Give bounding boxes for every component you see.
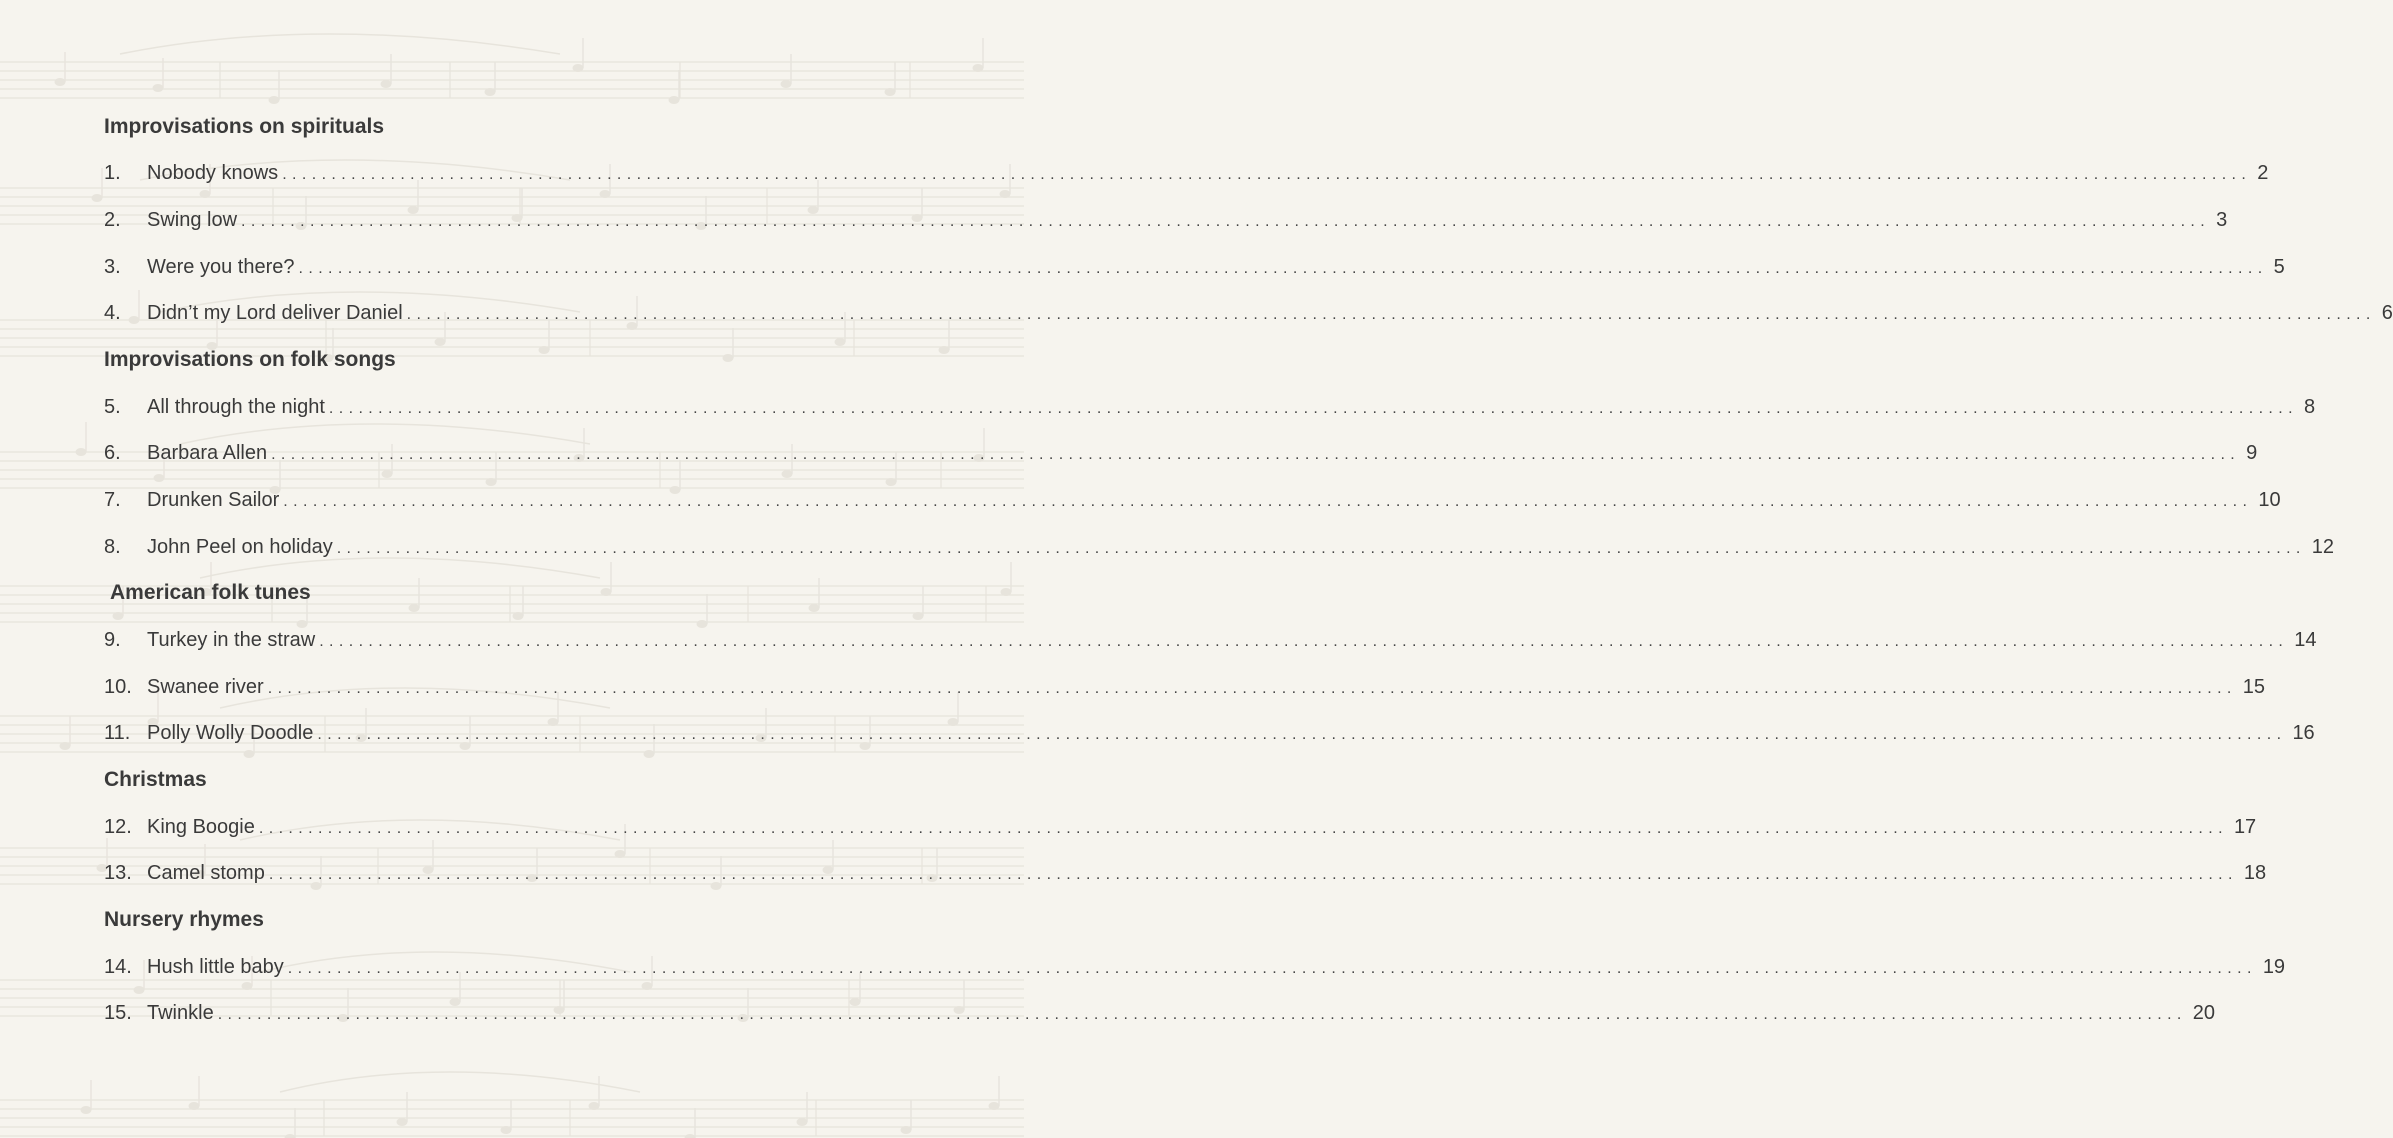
toc-entry: [104, 160, 2269, 186]
entry-number: 1.: [104, 162, 121, 184]
entry-page: 3: [2216, 209, 2228, 231]
entry-number: 10.: [104, 676, 132, 698]
entry-title: John Peel on holiday: [147, 536, 333, 558]
toc-entry: [104, 487, 2281, 513]
entry-title: Barbara Allen: [147, 442, 268, 464]
entry-title: Polly Wolly Doodle: [147, 722, 314, 744]
section-heading: Nursery rhymes: [104, 908, 264, 931]
section-heading: Improvisations on folk songs: [104, 348, 396, 371]
toc-entry: [104, 860, 2267, 886]
entry-number: 14.: [104, 956, 132, 978]
entry-number: 3.: [104, 256, 121, 278]
dot-leader: ........................................................................................................................................................................................................: [298, 260, 2268, 277]
entry-number: 7.: [104, 489, 121, 511]
entry-number: 12.: [104, 816, 132, 838]
entry-number: 5.: [104, 396, 121, 418]
dot-leader: ........................................................................................................................................................................................................: [282, 166, 2252, 183]
entry-page: 15: [2242, 676, 2266, 698]
entry-title: Drunken Sailor: [147, 489, 280, 511]
toc-entry: [104, 627, 2317, 653]
entry-page: 19: [2262, 956, 2286, 978]
entry-title: Didn’t my Lord deliver Daniel: [147, 302, 403, 324]
dot-leader: ........................................................................................................................................................................................................: [317, 726, 2287, 743]
entry-title: Swanee river: [147, 676, 264, 698]
entry-title: Camel stomp: [147, 862, 265, 884]
entry-title: Swing low: [147, 209, 238, 231]
entry-title: Hush little baby: [147, 956, 284, 978]
entry-page: 14: [2294, 629, 2317, 651]
dot-leader: ........................................................................................................................................................................................................: [406, 306, 2376, 323]
dot-leader: ........................................................................................................................................................................................................: [271, 446, 2241, 463]
dot-leader: ........................................................................................................................................................................................................: [287, 960, 2257, 977]
toc-entry: [104, 300, 2393, 326]
dot-leader: ........................................................................................................................................................................................................: [268, 866, 2238, 883]
entry-number: 13.: [104, 862, 132, 884]
dot-leader: ........................................................................................................................................................................................................: [258, 820, 2228, 837]
dot-leader: ........................................................................................................................................................................................................: [283, 493, 2253, 510]
toc-entry: [104, 814, 2257, 840]
entry-page: 12: [2311, 536, 2335, 558]
entry-title: Were you there?: [147, 256, 295, 278]
toc-entry: [104, 954, 2286, 980]
entry-page: 8: [2303, 396, 2316, 418]
entry-page: 10: [2258, 489, 2281, 511]
toc-entry: [104, 254, 2285, 280]
entry-page: 6: [2381, 302, 2393, 324]
dot-leader: ........................................................................................................................................................................................................: [336, 540, 2306, 557]
entry-page: 20: [2192, 1002, 2216, 1024]
entry-page: 16: [2292, 722, 2315, 744]
section-heading: Christmas: [104, 768, 207, 791]
entry-title: All through the night: [147, 396, 325, 418]
entry-number: 2.: [104, 209, 121, 231]
entry-number: 11.: [104, 722, 131, 744]
entry-title: Turkey in the straw: [147, 629, 316, 651]
dot-leader: ........................................................................................................................................................................................................: [328, 400, 2298, 417]
entry-page: 17: [2233, 816, 2257, 838]
entry-number: 4.: [104, 302, 121, 324]
entry-number: 8.: [104, 536, 121, 558]
entry-title: Nobody knows: [147, 162, 279, 184]
entry-number: 9.: [104, 629, 121, 651]
toc-entry: [104, 1000, 2216, 1026]
dot-leader: ........................................................................................................................................................................................................: [267, 680, 2237, 697]
dot-leader: ........................................................................................................................................................................................................: [319, 633, 2289, 650]
toc-entry: [104, 394, 2316, 420]
entry-page: 9: [2246, 442, 2258, 464]
dot-leader: ........................................................................................................................................................................................................: [217, 1006, 2187, 1023]
entry-page: 2: [2257, 162, 2269, 184]
section-heading: Improvisations on spirituals: [104, 115, 385, 138]
toc-entry: [104, 534, 2335, 560]
entry-page: 18: [2243, 862, 2267, 884]
toc-entry: [104, 720, 2315, 746]
toc-entry: [104, 440, 2258, 466]
toc-entry: [104, 674, 2266, 700]
entry-number: 6.: [104, 442, 121, 464]
entry-title: King Boogie: [147, 816, 255, 838]
entry-page: 5: [2273, 256, 2285, 278]
dot-leader: ........................................................................................................................................................................................................: [241, 213, 2211, 230]
entry-title: Twinkle: [147, 1002, 214, 1024]
section-heading: American folk tunes: [110, 581, 311, 604]
entry-number: 15.: [104, 1002, 132, 1024]
toc-entry: [104, 207, 2228, 233]
